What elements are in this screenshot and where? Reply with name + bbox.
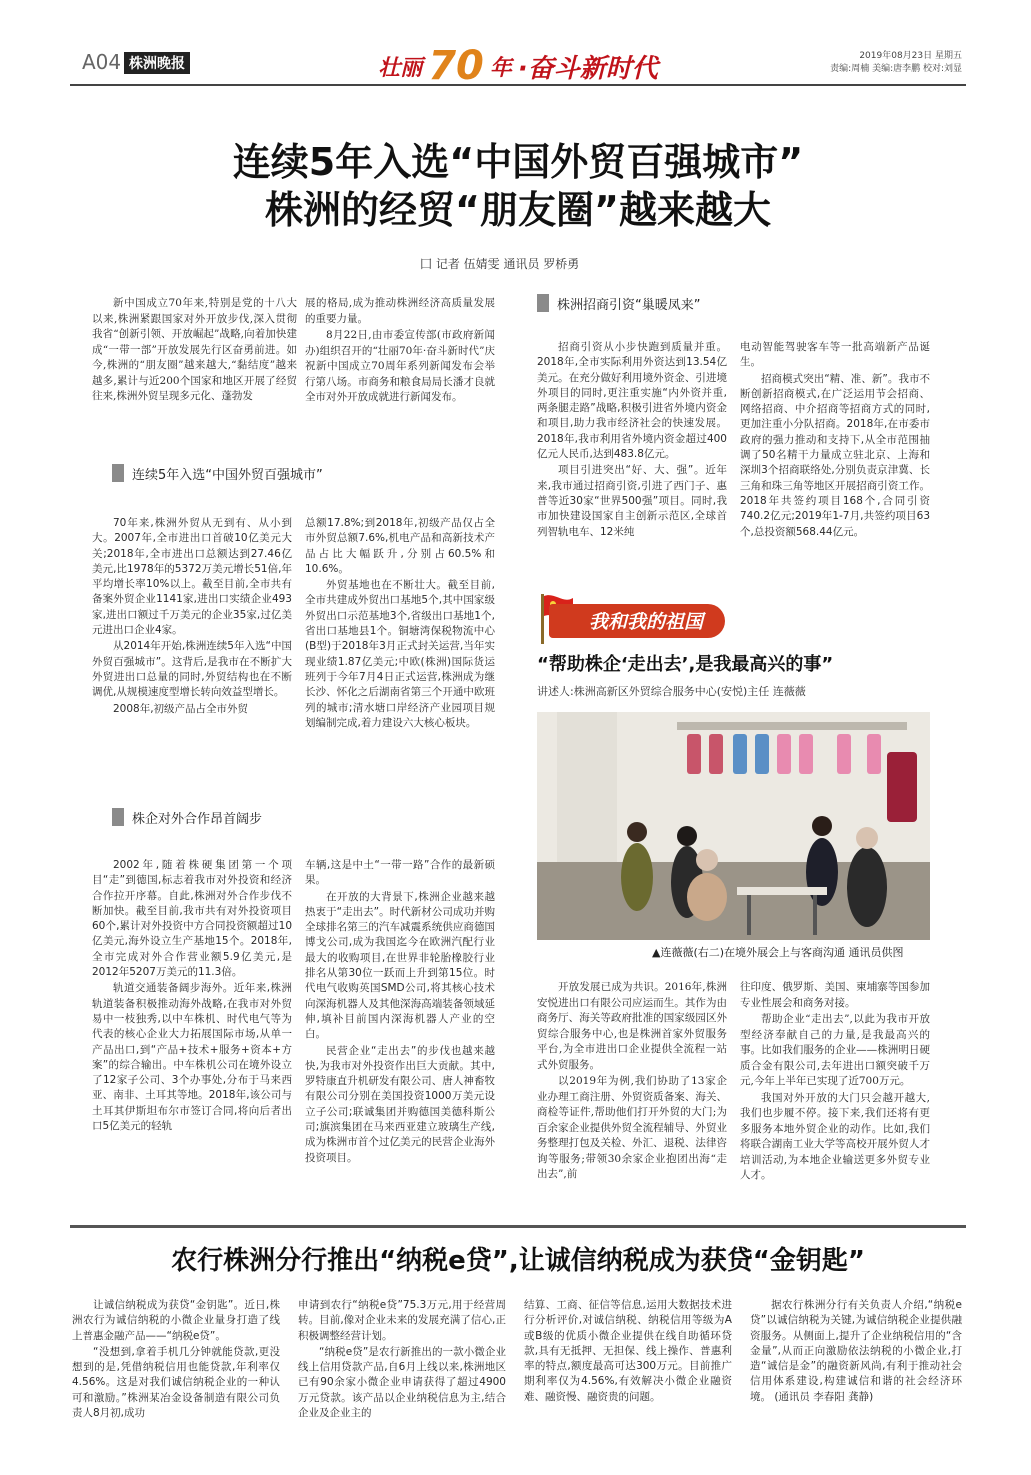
headline-line-2: 株洲的经贸“朋友圈”越来越大 [265,188,771,232]
body-paragraph: 2002年,随着株硬集团第一个项目“走”到德国,标志着我市对外投资和经济合作拉开序幕。自此,株洲对外合作步伐不断加快。截至目前,我市共有对外投资项目60个,累计对外投资中方合同投资额超过10亿美元,海外设立生产基地15个。2018年,全市完成对外合作营业额5.9亿美元,是2012年5207万美元的11.3倍。 [92,859,292,979]
paper-name: 株洲晚报 [124,52,190,74]
article-2-headline: 农行株洲分行推出“纳税e贷”,让诚信纳税成为获贷“金钥匙” [171,1246,865,1276]
body-paragraph: 让诚信纳税成为获贷“金钥匙”。近日,株洲农行为诚信纳税的小微企业量身打造了线上普惠金融产品——“纳税e贷”。 [72,1299,280,1342]
section-divider [70,1225,966,1228]
lead-col-1 [92,296,297,406]
lead-col-2 [305,296,495,407]
body-paragraph: 车辆,这是中土“一带一路”合作的最新硕果。 [305,859,495,887]
body-paragraph: 结算、工商、征信等信息,运用大数据技术进行分析评价,对诚信纳税、纳税信用等级为A或B级的优质小微企业提供在线自助循环贷款,具有无抵押、无担保、线上操作、普惠利率的特点,额度最高可达300万元。目前推广期利率仅为4.56%,有效解决小微企业融资难、融资慢、融资贵的问题。 [524,1299,732,1403]
section-title-text: 连续5年入选“中国外贸百强城市” [132,467,323,483]
body-paragraph: 总额17.8%;到2018年,初级产品仅占全市外贸总额7.6%,机电产品和高新技术产品占比大幅跃升,分别占60.5%和10.6%。 [305,517,495,575]
banner-part-3: 年 [489,55,512,81]
editors: 责编:周楠 美编:唐李鹏 校对:刘显 [830,64,962,74]
article-2-col-4 [750,1298,962,1406]
section-2-col-2 [305,858,495,1167]
article-2-col-1 [72,1298,280,1422]
feature-title: “帮助株企‘走出去’,是我最高兴的事” [537,654,834,675]
body-paragraph: 电动智能驾驶客车等一批高端新产品诞生。 [740,341,930,369]
lead-paragraph: 展的格局,成为推动株洲经济高质量发展的重要力量。 [305,297,495,325]
page-number: A04 [82,50,122,74]
body-paragraph: 项目引进突出“好、大、强”。近年来,我市通过招商引资,引进了西门子、惠普等近30家“世界500强”项目。同时,我市加快建设国家自主创新示范区,全球首列智轨电车、12米纯 [537,464,727,538]
body-paragraph: 民营企业“走出去”的步伐也越来越快,为我市对外投资作出巨大贡献。其中,罗特康直升机研发有限公司、唐人神畜牧有限公司分别在美国投资1000万美元设立子公司;联诚集团并购德国美德科斯公司;旗滨集团在马来西亚建立玻璃生产线,成为株洲市首个过亿美元的民营企业海外投资项目。 [305,1044,495,1164]
feature-col-2 [740,980,930,1185]
section-3-title [537,292,700,314]
lead-paragraph: 新中国成立70年来,特别是党的十八大以来,株洲紧跟国家对外开放步伐,深入贯彻我省“创新引领、开放崛起”战略,向着加快建成“一带一部”开放发展先行区奋勇前进。如今,株洲的“朋友圈”越来越大,“黏结度”越来越多,累计与近200个国家和地区开展了经贸往来,株洲外贸呈现多元化、蓬勃发 [92,297,297,402]
section-mark-icon [537,294,549,312]
body-paragraph: “没想到,拿着手机几分钟就能贷款,更没想到的是,凭借纳税信用也能贷款,年利率仅4.56%。这是对我们诚信纳税企业的一种认可和激励。”株洲某冶金设备制造有限公司负责人8月初,成功 [72,1345,280,1420]
photo-caption: ▲连薇薇(右二)在境外展会上与客商沟通 通讯员供图 [652,946,904,959]
banner-number: 70 [428,43,484,89]
headline-line-1: 连续5年入选“中国外贸百强城市” [232,140,804,184]
body-paragraph: 2008年,初级产品占全市外贸 [113,702,249,715]
body-paragraph: 招商引资从小步快跑到质量并重。2018年,全市实际利用外资达到13.54亿美元。在充分做好利用境外资金、引进境外项目的同时,更注重实施“内外资并重,两条腿走路”战略,积极引进省外境内资金和项目,助力我市经济社会的快速发展。2018年,我市利用省外境内资金超过400亿元人民币,达到483.8亿元。 [537,341,727,461]
article-2-col-3 [524,1298,732,1406]
lead-paragraph: 8月22日,由市委宣传部(市政府新闻办)组织召开的“壮丽70年·奋斗新时代”庆祝新中国成立70周年系列新闻发布会举行第八场。市商务和粮食局局长潘才良就全市对外开放成就进行新闻发布。 [305,329,495,403]
photo-scene [537,712,930,940]
body-paragraph: 据农行株洲分行有关负责人介绍,“纳税e贷”以诚信纳税为关键,为诚信纳税企业提供融资服务。从侧面上,提升了企业纳税信用的“含金量”,从而正向激励依法纳税的小微企业,打造“诚信是金”的融资新风尚,有利于推动社会信用体系建设,构建诚信和谐的社会经济环境。 (通讯员 李春阳 龚静) [750,1299,962,1403]
section-mark-icon [112,464,124,482]
byline: 囗 记者 伍婧雯 通讯员 罗桥勇 [420,257,580,271]
section-title-text: 株洲招商引资“巢暖凤来” [557,297,701,313]
page-header [70,43,966,89]
section-1-title [112,462,323,484]
section-3-col-1 [537,340,727,541]
body-paragraph: “纳税e贷”是农行新推出的一款小微企业线上信用贷款产品,自6月上线以来,株洲地区已有90余家小微企业申请获得了超过4900万元贷款。该产品以企业纳税信息为主,结合企业及企业主的 [298,1345,506,1420]
body-paragraph: 以2019年为例,我们协助了13家企业办理工商注册、外贸资质备案、海关、商检等证件,帮助他们打开外贸的大门;为百余家企业提供外贸全流程辅导、外贸业务整理打包及关检、外汇、退税、法律咨询等服务;带领30余家企业抱团出海“走出去”,前 [537,1075,727,1180]
section-mark-icon [112,808,124,826]
section-title-text: 株企对外合作昂首阔步 [132,811,263,827]
body-paragraph: 轨道交通装备阔步海外。近年来,株洲轨道装备积极推动海外战略,在我市对外贸易中一枝独秀,以中车株机、时代电气等为代表的核心企业大力拓展国际市场,从单一产品出口,到“产品+技术+服务+资本+方案”的综合输出。中车株机公司在境外设立了12家子公司、3个办事处,分布于马来西亚、南非、土耳其等地。2018年,该公司与土耳其伊斯坦布尔市签订合同,将向后者出口5亿美元的轻轨 [92,982,292,1133]
body-paragraph: 开放发展已成为共识。2016年,株洲安悦进出口有限公司应运而生。其作为由商务厅、海关等政府批准的国家级园区外贸综合服务中心,也是株洲首家外贸服务平台,为全市进出口企业提供全流程一站式外贸服务。 [537,981,727,1071]
body-paragraph: 招商模式突出“精、准、新”。我市不断创新招商模式,在广泛运用节会招商、网络招商、中介招商等招商方式的同时,更加注重小分队招商。2018年,在市委市政府的强力推动和支持下,从全市范围抽调了50名精干力量成立驻北京、上海和深圳3个招商联络处,分别负责京津冀、长三角和珠三角等地区开展招商引资工作。2018年共签约项目168个,合同引资740.2亿元;2019年1-7月,共签约项目63个,总投资额568.44亿元。 [740,372,930,538]
banner [328,43,708,89]
header-meta [830,50,962,76]
section-3-col-2 [740,340,930,541]
section-1-col-2 [305,516,495,732]
feature-photo [537,712,930,940]
feature-speaker: 讲述人:株洲高新区外贸综合服务中心(安悦)主任 连薇薇 [537,685,806,698]
body-paragraph: 申请到农行“纳税e贷”75.3万元,用于经营周转。目前,像对企业未来的发展充满了信心,正积极调整经营计划。 [298,1299,506,1342]
banner-part-4: ·奋斗新时代 [517,53,658,84]
body-paragraph: 70年来,株洲外贸从无到有、从小到大。2007年,全市进出口首破10亿美元大关;2018年,全市进出口总额达到27.46亿美元,比1978年的5372万美元增长51倍,年平均增长率10%以上。截至目前,全市共有备案外贸企业1141家,进出口实绩企业493家,进出口额过千万美元的企业35家,过亿美元进出口企业4家。 [92,517,292,637]
body-paragraph: 从2014年开始,株洲连续5年入选“中国外贸百强城市”。这背后,是我市在不断扩大外贸进出口总量的同时,外贸结构也在不断调优,从规模速度型增长转向效益型增长。 [92,640,292,699]
feature-col-1 [537,980,727,1184]
section-2-col-1 [92,858,292,1135]
body-paragraph: 往印度、俄罗斯、美国、柬埔寨等国参加专业性展会和商务对接。 [740,981,930,1009]
main-headline [70,138,966,234]
issue-date: 2019年08月23日 星期五 [859,51,962,61]
banner-part-1: 壮丽 [378,55,423,81]
article-2-col-2 [298,1298,506,1422]
body-paragraph: 在开放的大背景下,株洲企业越来越热衷于“走出去”。时代新材公司成功并购全球排名第三的汽车减震系统供应商德国博戈公司,成为我国迄今在欧洲汽配行业最大的收购项目,在世界非轮胎橡胶行业排名从第30位一跃而上升到第15位。时代电气收购英国SMD公司,将其核心技术向深海机器人及其他深海高端装备领域延伸,填补目前国内深海机器人产业的空白。 [305,890,495,1041]
body-paragraph: 我国对外开放的大门只会越开越大,我们也步履不停。接下来,我们还将有更多服务本地外贸企业的动作。比如,我们将联合湖南工业大学等高校开展外贸人才培训活动,为本地企业输送更多外贸专业人才。 [740,1091,930,1181]
body-paragraph: 外贸基地也在不断壮大。截至目前,全市共建成外贸出口基地5个,其中国家级外贸出口示范基地3个,省级出口基地1个,省出口基地县1个。铜塘湾保税物流中心(B型)于2018年3月正式封关运营,当年实现业绩1.87亿美元;中欧(株洲)国际货运班列于今年7月4日正式运营,株洲成为继长沙、怀化之后湖南省第三个开通中欧班列的城市;清水塘口岸经济产业园项目规划编制完成,着力建设六大核心板块。 [305,579,495,729]
section-2-title [112,806,262,828]
section-1-col-1 [92,516,292,718]
body-paragraph: 帮助企业“走出去”,以此为我市开放型经济奉献自己的力量,是我最高兴的事。比如我们服务的企业——株洲明日硬质合金有限公司,去年进出口额突破千万元,今年上半年已实现了近700万元。 [740,1013,930,1087]
column-name: 我和我的祖国 [589,611,704,633]
column-logo [537,590,727,650]
